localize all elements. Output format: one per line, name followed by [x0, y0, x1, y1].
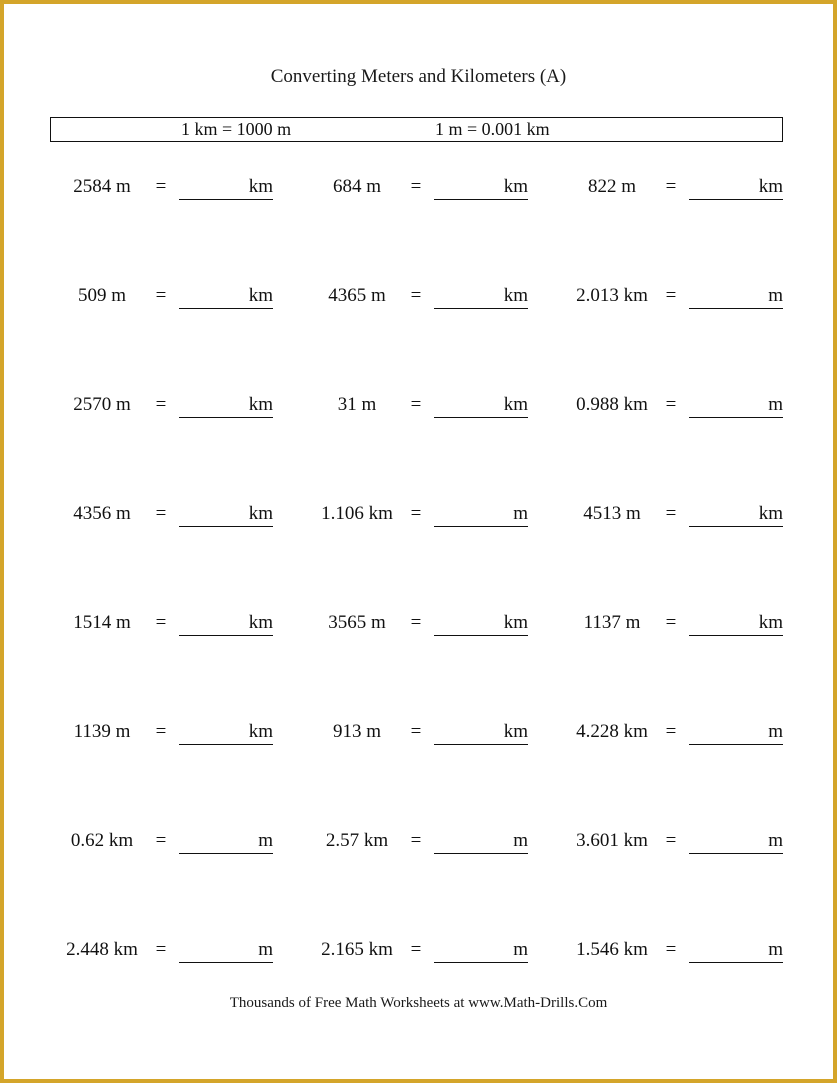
given-value: 2.013 km [576, 285, 648, 306]
problem-row [4, 830, 833, 860]
problem-row [4, 394, 833, 424]
problem-row [4, 503, 833, 533]
answer-blank[interactable] [434, 939, 528, 963]
answer-unit: km [758, 503, 783, 524]
answer-blank[interactable] [179, 503, 273, 527]
given-value: 509 m [77, 285, 127, 306]
given-value: 2570 m [73, 394, 131, 415]
given-value: 1137 m [583, 612, 641, 633]
answer-blank[interactable] [434, 830, 528, 854]
answer-unit: km [758, 612, 783, 633]
equals-sign: = [410, 830, 422, 851]
answer-unit: m [258, 939, 273, 960]
page-title: Converting Meters and Kilometers (A) [270, 66, 567, 87]
equals-sign: = [155, 394, 167, 415]
answer-unit: m [768, 721, 783, 742]
equals-sign: = [155, 939, 167, 960]
answer-blank[interactable] [434, 176, 528, 200]
equals-sign: = [155, 612, 167, 633]
answer-blank[interactable] [179, 176, 273, 200]
given-value: 1.546 km [576, 939, 648, 960]
equals-sign: = [410, 285, 422, 306]
given-value: 4513 m [583, 503, 641, 524]
reference-m-to-km: 1 m = 0.001 km [435, 119, 550, 139]
given-value: 4.228 km [576, 721, 648, 742]
given-value: 1.106 km [321, 503, 393, 524]
problem-row [4, 939, 833, 969]
answer-unit: m [513, 830, 528, 851]
equals-sign: = [410, 721, 422, 742]
equals-sign: = [155, 503, 167, 524]
equals-sign: = [665, 394, 677, 415]
answer-blank[interactable] [689, 939, 783, 963]
conversion-reference-box [50, 117, 783, 142]
given-value: 1139 m [73, 721, 131, 742]
equals-sign: = [410, 176, 422, 197]
answer-unit: m [513, 939, 528, 960]
answer-unit: km [248, 612, 273, 633]
given-value: 0.62 km [70, 830, 134, 851]
answer-blank[interactable] [179, 939, 273, 963]
given-value: 2.165 km [321, 939, 393, 960]
footer-credit: Thousands of Free Math Worksheets at www.Math-Drills.Com [229, 995, 608, 1011]
given-value: 2584 m [73, 176, 131, 197]
given-value: 4365 m [328, 285, 386, 306]
answer-unit: m [768, 394, 783, 415]
answer-blank[interactable] [689, 612, 783, 636]
answer-blank[interactable] [179, 612, 273, 636]
answer-unit: km [503, 176, 528, 197]
given-value: 3565 m [328, 612, 386, 633]
answer-unit: m [768, 285, 783, 306]
given-value: 2.57 km [325, 830, 389, 851]
problem-row [4, 721, 833, 751]
equals-sign: = [155, 285, 167, 306]
answer-unit: km [503, 394, 528, 415]
answer-blank[interactable] [434, 394, 528, 418]
given-value: 1514 m [73, 612, 131, 633]
answer-unit: km [248, 285, 273, 306]
answer-unit: m [768, 830, 783, 851]
answer-blank[interactable] [179, 394, 273, 418]
answer-unit: km [248, 503, 273, 524]
given-value: 31 m [337, 394, 377, 415]
answer-blank[interactable] [434, 285, 528, 309]
equals-sign: = [155, 721, 167, 742]
given-value: 0.988 km [576, 394, 648, 415]
answer-blank[interactable] [689, 830, 783, 854]
answer-unit: km [503, 612, 528, 633]
answer-blank[interactable] [689, 394, 783, 418]
given-value: 3.601 km [576, 830, 648, 851]
equals-sign: = [665, 612, 677, 633]
answer-unit: km [248, 721, 273, 742]
equals-sign: = [410, 939, 422, 960]
given-value: 2.448 km [66, 939, 138, 960]
answer-blank[interactable] [689, 503, 783, 527]
equals-sign: = [665, 830, 677, 851]
given-value: 913 m [332, 721, 382, 742]
answer-unit: km [248, 394, 273, 415]
answer-unit: m [258, 830, 273, 851]
equals-sign: = [665, 176, 677, 197]
problem-row [4, 612, 833, 642]
answer-blank[interactable] [179, 830, 273, 854]
answer-blank[interactable] [434, 612, 528, 636]
answer-blank[interactable] [179, 285, 273, 309]
reference-km-to-m: 1 km = 1000 m [181, 119, 292, 139]
answer-unit: m [768, 939, 783, 960]
answer-blank[interactable] [689, 176, 783, 200]
equals-sign: = [665, 503, 677, 524]
equals-sign: = [155, 176, 167, 197]
given-value: 684 m [332, 176, 382, 197]
answer-unit: km [758, 176, 783, 197]
answer-blank[interactable] [434, 721, 528, 745]
answer-unit: km [503, 285, 528, 306]
answer-unit: km [248, 176, 273, 197]
answer-blank[interactable] [179, 721, 273, 745]
answer-unit: m [513, 503, 528, 524]
given-value: 822 m [587, 176, 637, 197]
answer-blank[interactable] [689, 721, 783, 745]
equals-sign: = [410, 394, 422, 415]
answer-blank[interactable] [434, 503, 528, 527]
equals-sign: = [665, 939, 677, 960]
equals-sign: = [410, 612, 422, 633]
equals-sign: = [155, 830, 167, 851]
equals-sign: = [665, 721, 677, 742]
problem-row [4, 176, 833, 206]
equals-sign: = [410, 503, 422, 524]
answer-blank[interactable] [689, 285, 783, 309]
answer-unit: km [503, 721, 528, 742]
problem-row [4, 285, 833, 315]
given-value: 4356 m [73, 503, 131, 524]
equals-sign: = [665, 285, 677, 306]
